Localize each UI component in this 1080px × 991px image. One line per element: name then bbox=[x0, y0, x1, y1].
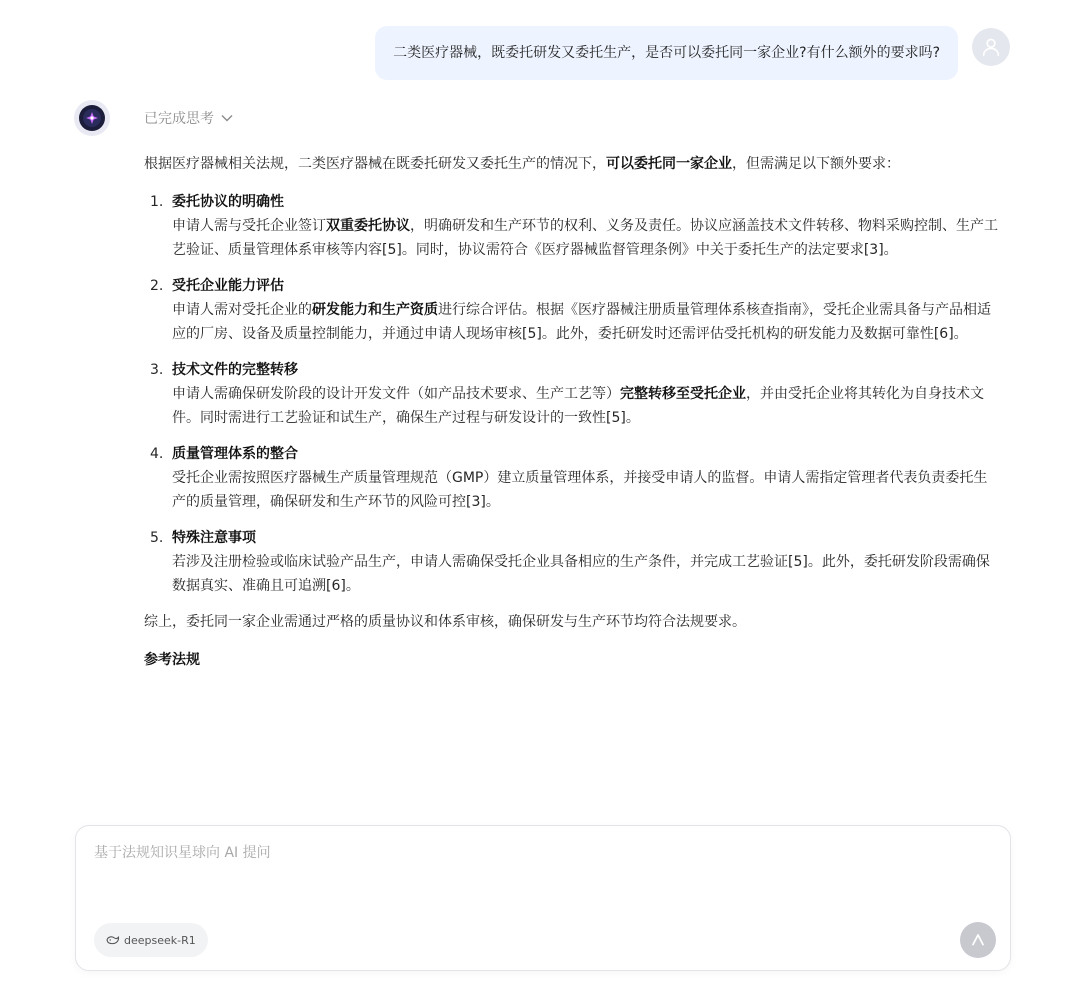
prompt-input[interactable] bbox=[92, 840, 996, 914]
thinking-label: 已完成思考 bbox=[144, 111, 214, 127]
item-title: 受托企业能力评估 bbox=[172, 278, 284, 294]
user-message-text: 二类医疗器械，既委托研发又委托生产，是否可以委托同一家企业?有什么额外的要求吗? bbox=[393, 45, 940, 61]
list-item: 1. 委托协议的明确性 申请人需与受托企业签订双重委托协议，明确研发和生产环节的权利、义务及责任。协议应涵盖技术文件转移、物料采购控制、生产工艺验证、质量管理体系审核等内容[5]。同时，协议需符合《医疗器械监督管理条例》中关于委托生产的法定要求[3]。 bbox=[144, 190, 1000, 262]
user-message-row bbox=[0, 26, 1080, 82]
item-title: 特殊注意事项 bbox=[172, 530, 256, 546]
assistant-logo-icon bbox=[77, 103, 107, 133]
user-avatar bbox=[972, 28, 1010, 66]
chevron-down-icon bbox=[220, 111, 234, 125]
user-message-bubble bbox=[375, 26, 958, 80]
item-title: 委托协议的明确性 bbox=[172, 194, 284, 210]
assistant-answer bbox=[144, 152, 1000, 672]
chat-composer bbox=[75, 825, 1011, 971]
model-label: deepseek-R1 bbox=[124, 933, 196, 947]
item-title: 技术文件的完整转移 bbox=[172, 362, 298, 378]
item-title: 质量管理体系的整合 bbox=[172, 446, 298, 462]
assistant-avatar bbox=[74, 100, 110, 136]
answer-intro: 根据医疗器械相关法规，二类医疗器械在既委托研发又委托生产的情况下，可以委托同一家企业，但需满足以下额外要求： bbox=[144, 156, 900, 172]
user-icon bbox=[980, 36, 1002, 58]
send-button[interactable] bbox=[960, 922, 996, 958]
list-item: 2. 受托企业能力评估 申请人需对受托企业的研发能力和生产资质进行综合评估。根据《医疗器械注册质量管理体系核查指南》，受托企业需具备与产品相适应的厂房、设备及质量控制能力，并通过申请人现场审核[5]。此外，委托研发时还需评估受托机构的研发能力及数据可靠性[6]。 bbox=[144, 274, 1000, 346]
list-item: 5. 特殊注意事项 若涉及注册检验或临床试验产品生产，申请人需确保受托企业具备相应的生产条件，并完成工艺验证[5]。此外，委托研发阶段需确保数据真实、准确且可追溯[6]。 bbox=[144, 526, 1000, 598]
model-selector-button[interactable] bbox=[94, 923, 208, 957]
thinking-toggle[interactable] bbox=[144, 108, 234, 128]
list-item: 4. 质量管理体系的整合 受托企业需按照医疗器械生产质量管理规范（GMP）建立质量管理体系，并接受申请人的监督。申请人需指定管理者代表负责委托生产的质量管理，确保研发和生产环节的风险可控[3]。 bbox=[144, 442, 1000, 514]
requirements-list bbox=[144, 190, 1000, 598]
references-heading: 参考法规 bbox=[144, 652, 200, 668]
answer-summary: 综上，委托同一家企业需通过严格的质量协议和体系审核，确保研发与生产环节均符合法规要求。 bbox=[144, 614, 746, 630]
arrow-up-icon bbox=[970, 932, 986, 948]
whale-icon bbox=[106, 934, 120, 946]
list-item: 3. 技术文件的完整转移 申请人需确保研发阶段的设计开发文件（如产品技术要求、生产工艺等）完整转移至受托企业，并由受托企业将其转化为自身技术文件。同时需进行工艺验证和试生产，确保生产过程与研发设计的一致性[5]。 bbox=[144, 358, 1000, 430]
